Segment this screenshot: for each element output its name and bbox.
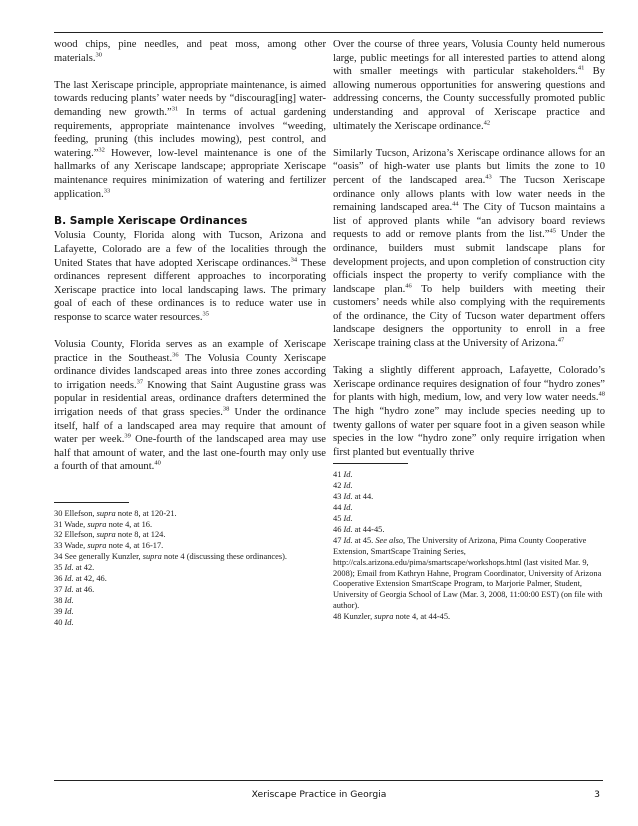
- footnote: 41 Id.: [333, 470, 353, 480]
- footnote-ref: 40: [154, 459, 161, 467]
- paragraph: Taking a slightly different approach, Lafayette, Colorado’s Xeriscape ordinance requires designation of four “hydro zones” for plants with high, medium, low, and very low water needs.$^{48}$ The high “hydro zone” may include species needing up to twenty gallons of water per square foot in a given season while species in the low “hydro zone” only require irrigation when first planted but eventually thrive: [333, 365, 605, 458]
- footnote: 30 Ellefson, supra note 8, at 120-21.: [54, 508, 177, 518]
- footnote-ref: 45: [549, 227, 556, 235]
- footnote-rule: [54, 502, 129, 503]
- footnote-ref: 30: [95, 51, 102, 59]
- footnote-ref: 47: [557, 336, 565, 344]
- footnote-ref: 38: [222, 405, 230, 413]
- footnote: 33 Wade, supra note 4, at 16-17.: [54, 541, 164, 551]
- right-column: [333, 38, 605, 623]
- footnote: 37 Id. at 46.: [54, 584, 95, 594]
- footnote-ref: 42: [483, 119, 491, 127]
- paragraph: Volusia County, Florida along with Tucson, Arizona and Lafayette, Colorado are a few of the localities through the United States that have adopted Xeriscape ordinances.$^{34}$ These ordinances represent different approaches to incorporating Xeriscape practice into local landscaping laws. The primary goal of each of these ordinances is to reduce water use in response to scarce water resources.$^{35}$: [54, 230, 326, 323]
- footnote: 32 Ellefson, supra note 8, at 124.: [54, 530, 166, 540]
- footnotes-left: [54, 509, 326, 629]
- footnote: 36 Id. at 42, 46.: [54, 574, 107, 584]
- footnote-ref: 32: [98, 146, 105, 154]
- footnote: 39 Id.: [54, 606, 74, 616]
- footnote-ref: 44: [452, 200, 459, 208]
- footer-title: Xeriscape Practice in Georgia: [251, 789, 387, 800]
- section-heading: B. Sample Xeriscape Ordinances: [54, 214, 248, 227]
- page-number: 3: [594, 789, 600, 800]
- footnote: 45 Id.: [333, 514, 353, 524]
- footnotes-right: [333, 470, 605, 623]
- footnote-ref: 43: [485, 173, 492, 181]
- footnote: 34 See generally Kunzler, supra note 4 (discussing these ordinances).: [54, 552, 287, 562]
- footnote: 42 Id.: [333, 481, 353, 491]
- footnote: 46 Id. at 44-45.: [333, 524, 385, 534]
- paragraph: Volusia County, Florida serves as an example of Xeriscape practice in the Southeast.$^{36}$ The Volusia County Xeriscape ordinance divides landscaped areas into three zones according to irrigation needs.$^{37}$ Knowing that Saint Augustine grass was popular in residential areas, ordinance drafters determined the irrigation needs of that grass species.$^{38}$ Under the ordinance itself, half of a landscaped area may require that amount of water per week.$^{39}$ One-fourth of the landscaped area may use half that amount of water, and the last one-fourth may only use a fourth of that amount.$^{40}$: [54, 339, 326, 473]
- top-rule: [54, 32, 603, 33]
- footnote: 47 Id. at 45. See also, The University of Arizona, Pima County Cooperative Extension, SmartScape Training Series, http://cals.arizona.edu/pima/smartscape/workshops.html (last visited Mar. 9, 2008); Email from Kathryn Hahne, Program Coordinator, University of Arizona Cooperative Extension SmartScape Program, to Marjorie Palmer, Student, University of Georgia School of Law (Mar. 3, 2008, 11:00:00 EST) (on file with author).: [333, 535, 603, 611]
- paragraph: Over the course of three years, Volusia County held numerous large, public meetings for all interested parties to attend along with smaller meetings with particular stakeholders.$^{41}$ By allowing numerous opportunities for answering questions and addressing concerns, the County successfully promoted public understanding and approval of Xeriscape practice and ultimately the Xeriscape ordinance.$^{42}$: [333, 39, 605, 132]
- footnote-ref: 33: [103, 187, 111, 194]
- paragraph: wood chips, pine needles, and peat moss, among other materials.$^{30}$: [54, 39, 326, 64]
- footnote-ref: 34: [290, 255, 298, 263]
- footnote-ref: 41: [577, 64, 585, 72]
- footnote: 31 Wade, supra note 4, at 16.: [54, 519, 153, 529]
- paragraph: Similarly Tucson, Arizona’s Xeriscape ordinance allows for an “oasis” of high-water use plants but limits the zone to 10 percent of the landscaped area.$^{43}$ The Tucson Xeriscape ordinance only allows plants with low water needs in the remaining landscaped area.$^{44}$ The City of Tucson maintains a list of approved plants while “an advisory board reviews requests to add or remove plants from the list.”$^{45}$ Under the ordinance, builders must submit landscape plans for development projects, and upon completion of construction city officials inspect the property to verify compliance with the landscape plan.$^{46}$ To help builders with meeting their customers’ needs while also complying with the requirements of the ordinance, the City of Tucson water department offers landscape designers the opportunity to enroll in a free Xeriscape training class at the University of Arizona.$^{47}$: [333, 147, 606, 350]
- footnote-ref: 37: [136, 378, 144, 386]
- footnote-ref: 35: [202, 310, 210, 318]
- footnote: 35 Id. at 42.: [54, 563, 95, 573]
- footnote-ref: 31: [171, 105, 179, 113]
- footer-rule: [54, 780, 603, 781]
- footnote-ref: 39: [124, 432, 131, 440]
- footnote: 40 Id.: [54, 617, 74, 627]
- left-column: [54, 38, 326, 629]
- footnote-rule: [333, 463, 408, 464]
- footnote: 38 Id.: [54, 595, 74, 605]
- footnote: 43 Id. at 44.: [333, 492, 374, 502]
- footnote-ref: 46: [405, 282, 412, 290]
- footnote-ref: 48: [598, 390, 605, 398]
- footnote-ref: 36: [172, 351, 179, 359]
- paragraph: The last Xeriscape principle, appropriate maintenance, is aimed towards reducing plants’ water needs by “discourag[ing] water-demanding new growth.”$^{31}$ In terms of actual gardening requirements, appropriate maintenance involves “weeding, feeding, pruning (this includes mowing), pest control, and watering.”$^{32}$ However, low-level maintenance is one of the hallmarks of any Xeriscape landscape; appropriate Xeriscape maintenance requires minimization of watering and fertilizer application.$^{33}$: [54, 79, 327, 200]
- footnote: 48 Kunzler, supra note 4, at 44-45.: [333, 612, 451, 622]
- footnote: 44 Id.: [333, 503, 353, 513]
